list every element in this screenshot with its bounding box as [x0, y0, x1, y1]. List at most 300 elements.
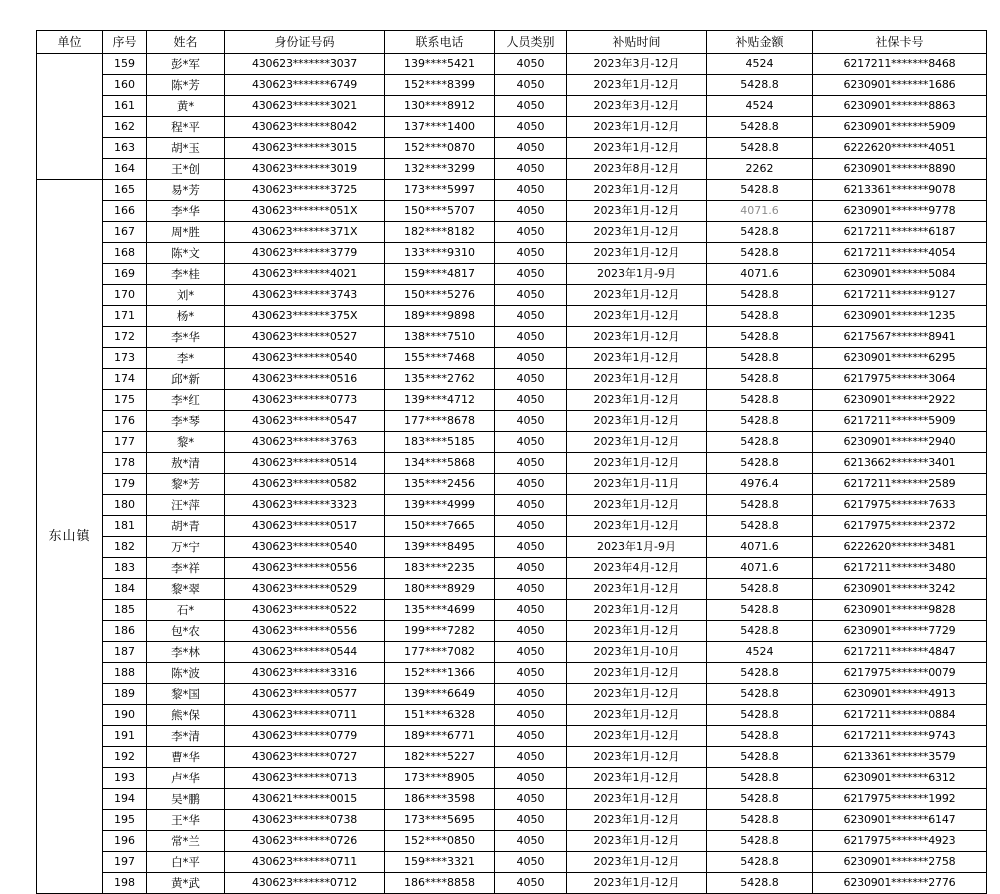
cell-social-card: 6230901*******7729	[813, 621, 987, 642]
cell-subsidy-amount: 5428.8	[707, 873, 813, 894]
cell-seq: 172	[103, 327, 147, 348]
cell-social-card: 6230901*******1686	[813, 75, 987, 96]
cell-phone: 132****3299	[385, 159, 495, 180]
cell-seq: 168	[103, 243, 147, 264]
column-header-unit: 单位	[37, 31, 103, 54]
cell-id-number: 430621*******0015	[225, 789, 385, 810]
cell-subsidy-amount: 5428.8	[707, 789, 813, 810]
cell-id-number: 430623*******0544	[225, 642, 385, 663]
cell-name: 刘*	[147, 285, 225, 306]
cell-social-card: 6230901*******3242	[813, 579, 987, 600]
cell-name: 熊*保	[147, 705, 225, 726]
table-row	[37, 579, 987, 600]
cell-name: 吴*鹏	[147, 789, 225, 810]
cell-person-type: 4050	[495, 474, 567, 495]
column-header-social-card: 社保卡号	[813, 31, 987, 54]
cell-subsidy-period: 2023年1月-12月	[567, 180, 707, 201]
table-row	[37, 663, 987, 684]
cell-name: 包*农	[147, 621, 225, 642]
cell-name: 程*平	[147, 117, 225, 138]
cell-phone: 134****5868	[385, 453, 495, 474]
cell-subsidy-period: 2023年1月-12月	[567, 285, 707, 306]
cell-subsidy-period: 2023年1月-12月	[567, 243, 707, 264]
table-row	[37, 138, 987, 159]
cell-phone: 183****2235	[385, 558, 495, 579]
cell-id-number: 430623*******3743	[225, 285, 385, 306]
cell-phone: 151****6328	[385, 705, 495, 726]
table-row	[37, 285, 987, 306]
cell-person-type: 4050	[495, 75, 567, 96]
table-row	[37, 159, 987, 180]
cell-social-card: 6213662*******3401	[813, 453, 987, 474]
cell-seq: 177	[103, 432, 147, 453]
cell-person-type: 4050	[495, 831, 567, 852]
table-row	[37, 642, 987, 663]
cell-subsidy-amount: 4071.6	[707, 537, 813, 558]
cell-phone: 152****8399	[385, 75, 495, 96]
cell-subsidy-amount: 5428.8	[707, 810, 813, 831]
cell-person-type: 4050	[495, 348, 567, 369]
cell-subsidy-amount: 4071.6	[707, 558, 813, 579]
cell-person-type: 4050	[495, 558, 567, 579]
cell-subsidy-period: 2023年1月-10月	[567, 642, 707, 663]
column-header-subsidy-period: 补贴时间	[567, 31, 707, 54]
cell-name: 白*平	[147, 852, 225, 873]
cell-person-type: 4050	[495, 516, 567, 537]
cell-name: 汪*萍	[147, 495, 225, 516]
cell-phone: 199****7282	[385, 621, 495, 642]
cell-subsidy-amount: 5428.8	[707, 117, 813, 138]
cell-social-card: 6217975*******0079	[813, 663, 987, 684]
cell-seq: 165	[103, 180, 147, 201]
cell-subsidy-period: 2023年1月-12月	[567, 705, 707, 726]
cell-id-number: 430623*******3763	[225, 432, 385, 453]
cell-subsidy-period: 2023年1月-12月	[567, 873, 707, 894]
cell-person-type: 4050	[495, 684, 567, 705]
cell-seq: 161	[103, 96, 147, 117]
cell-phone: 139****5421	[385, 54, 495, 75]
table-row	[37, 54, 987, 75]
cell-id-number: 430623*******0712	[225, 873, 385, 894]
cell-seq: 181	[103, 516, 147, 537]
cell-seq: 191	[103, 726, 147, 747]
cell-subsidy-period: 2023年1月-9月	[567, 537, 707, 558]
cell-seq: 167	[103, 222, 147, 243]
cell-person-type: 4050	[495, 705, 567, 726]
cell-subsidy-period: 2023年1月-12月	[567, 831, 707, 852]
cell-social-card: 6217211*******9127	[813, 285, 987, 306]
cell-id-number: 430623*******3316	[225, 663, 385, 684]
cell-subsidy-period: 2023年1月-12月	[567, 600, 707, 621]
cell-seq: 163	[103, 138, 147, 159]
cell-id-number: 430623*******0711	[225, 705, 385, 726]
cell-subsidy-amount: 5428.8	[707, 852, 813, 873]
cell-phone: 135****2456	[385, 474, 495, 495]
cell-seq: 183	[103, 558, 147, 579]
cell-subsidy-period: 2023年4月-12月	[567, 558, 707, 579]
cell-name: 陈*文	[147, 243, 225, 264]
cell-subsidy-amount: 5428.8	[707, 285, 813, 306]
cell-subsidy-amount: 5428.8	[707, 726, 813, 747]
cell-subsidy-amount: 5428.8	[707, 411, 813, 432]
cell-person-type: 4050	[495, 621, 567, 642]
cell-person-type: 4050	[495, 411, 567, 432]
cell-subsidy-period: 2023年1月-12月	[567, 327, 707, 348]
cell-seq: 180	[103, 495, 147, 516]
cell-phone: 173****5695	[385, 810, 495, 831]
cell-subsidy-amount: 5428.8	[707, 453, 813, 474]
cell-subsidy-period: 2023年1月-12月	[567, 663, 707, 684]
cell-subsidy-period: 2023年8月-12月	[567, 159, 707, 180]
cell-seq: 164	[103, 159, 147, 180]
cell-social-card: 6230901*******1235	[813, 306, 987, 327]
cell-person-type: 4050	[495, 495, 567, 516]
cell-seq: 188	[103, 663, 147, 684]
cell-subsidy-period: 2023年1月-12月	[567, 852, 707, 873]
table-row	[37, 432, 987, 453]
cell-seq: 174	[103, 369, 147, 390]
cell-subsidy-period: 2023年1月-9月	[567, 264, 707, 285]
cell-person-type: 4050	[495, 852, 567, 873]
cell-id-number: 430623*******0522	[225, 600, 385, 621]
cell-subsidy-period: 2023年1月-12月	[567, 75, 707, 96]
column-header-phone: 联系电话	[385, 31, 495, 54]
cell-social-card: 6222620*******3481	[813, 537, 987, 558]
cell-id-number: 430623*******3021	[225, 96, 385, 117]
cell-id-number: 430623*******0529	[225, 579, 385, 600]
cell-seq: 198	[103, 873, 147, 894]
cell-name: 李*琴	[147, 411, 225, 432]
cell-person-type: 4050	[495, 390, 567, 411]
cell-person-type: 4050	[495, 180, 567, 201]
cell-name: 彭*军	[147, 54, 225, 75]
cell-subsidy-period: 2023年1月-12月	[567, 117, 707, 138]
cell-name: 李*	[147, 348, 225, 369]
cell-subsidy-period: 2023年1月-12月	[567, 369, 707, 390]
cell-subsidy-amount: 4071.6	[707, 201, 813, 222]
table-row	[37, 117, 987, 138]
cell-subsidy-amount: 5428.8	[707, 348, 813, 369]
cell-subsidy-period: 2023年1月-12月	[567, 516, 707, 537]
table-row	[37, 852, 987, 873]
column-header-id-number: 身份证号码	[225, 31, 385, 54]
cell-name: 易*芳	[147, 180, 225, 201]
cell-phone: 189****9898	[385, 306, 495, 327]
cell-subsidy-amount: 5428.8	[707, 684, 813, 705]
cell-subsidy-amount: 5428.8	[707, 621, 813, 642]
cell-subsidy-period: 2023年1月-12月	[567, 684, 707, 705]
cell-name: 胡*青	[147, 516, 225, 537]
cell-subsidy-amount: 5428.8	[707, 600, 813, 621]
table-row	[37, 537, 987, 558]
table-row	[37, 495, 987, 516]
cell-subsidy-amount: 4524	[707, 642, 813, 663]
cell-id-number: 430623*******0527	[225, 327, 385, 348]
cell-subsidy-period: 2023年1月-12月	[567, 579, 707, 600]
cell-id-number: 430623*******3019	[225, 159, 385, 180]
cell-subsidy-amount: 5428.8	[707, 747, 813, 768]
cell-unit: 东山镇	[37, 180, 103, 894]
cell-social-card: 6217975*******4923	[813, 831, 987, 852]
cell-person-type: 4050	[495, 810, 567, 831]
cell-seq: 170	[103, 285, 147, 306]
cell-subsidy-period: 2023年1月-12月	[567, 306, 707, 327]
cell-id-number: 430623*******0540	[225, 348, 385, 369]
cell-name: 陈*波	[147, 663, 225, 684]
cell-id-number: 430623*******0556	[225, 558, 385, 579]
cell-seq: 187	[103, 642, 147, 663]
cell-social-card: 6230901*******9828	[813, 600, 987, 621]
cell-social-card: 6217975*******1992	[813, 789, 987, 810]
cell-person-type: 4050	[495, 726, 567, 747]
cell-person-type: 4050	[495, 747, 567, 768]
cell-social-card: 6230901*******8863	[813, 96, 987, 117]
cell-phone: 159****3321	[385, 852, 495, 873]
cell-phone: 183****5185	[385, 432, 495, 453]
cell-social-card: 6217975*******2372	[813, 516, 987, 537]
cell-subsidy-period: 2023年1月-12月	[567, 726, 707, 747]
table-row	[37, 222, 987, 243]
cell-subsidy-period: 2023年1月-12月	[567, 495, 707, 516]
cell-person-type: 4050	[495, 453, 567, 474]
cell-name: 黎*翠	[147, 579, 225, 600]
cell-id-number: 430623*******0738	[225, 810, 385, 831]
table-row	[37, 180, 987, 201]
cell-seq: 192	[103, 747, 147, 768]
table-row	[37, 201, 987, 222]
cell-person-type: 4050	[495, 789, 567, 810]
cell-phone: 152****0850	[385, 831, 495, 852]
cell-person-type: 4050	[495, 642, 567, 663]
cell-social-card: 6217211*******9743	[813, 726, 987, 747]
cell-seq: 195	[103, 810, 147, 831]
cell-name: 石*	[147, 600, 225, 621]
cell-name: 黄*	[147, 96, 225, 117]
cell-social-card: 6230901*******6295	[813, 348, 987, 369]
cell-unit	[37, 54, 103, 180]
cell-subsidy-period: 2023年1月-12月	[567, 222, 707, 243]
cell-name: 李*红	[147, 390, 225, 411]
cell-name: 卢*华	[147, 768, 225, 789]
cell-social-card: 6217211*******0884	[813, 705, 987, 726]
table-row	[37, 600, 987, 621]
cell-id-number: 430623*******0711	[225, 852, 385, 873]
cell-phone: 152****1366	[385, 663, 495, 684]
column-header-person-type: 人员类别	[495, 31, 567, 54]
cell-phone: 177****7082	[385, 642, 495, 663]
cell-name: 黎*芳	[147, 474, 225, 495]
cell-name: 常*兰	[147, 831, 225, 852]
table-body	[37, 54, 987, 894]
table-row	[37, 684, 987, 705]
cell-id-number: 430623*******371X	[225, 222, 385, 243]
cell-subsidy-period: 2023年3月-12月	[567, 54, 707, 75]
cell-seq: 193	[103, 768, 147, 789]
cell-name: 黎*	[147, 432, 225, 453]
cell-id-number: 430623*******6749	[225, 75, 385, 96]
column-header-name: 姓名	[147, 31, 225, 54]
cell-social-card: 6217211*******6187	[813, 222, 987, 243]
table-row	[37, 348, 987, 369]
column-header-subsidy-amount: 补贴金额	[707, 31, 813, 54]
cell-subsidy-amount: 5428.8	[707, 663, 813, 684]
cell-person-type: 4050	[495, 264, 567, 285]
cell-phone: 139****4712	[385, 390, 495, 411]
cell-subsidy-amount: 5428.8	[707, 390, 813, 411]
cell-subsidy-period: 2023年3月-12月	[567, 96, 707, 117]
cell-person-type: 4050	[495, 369, 567, 390]
cell-subsidy-period: 2023年1月-12月	[567, 390, 707, 411]
cell-subsidy-period: 2023年1月-12月	[567, 621, 707, 642]
cell-social-card: 6217975*******3064	[813, 369, 987, 390]
cell-name: 陈*芳	[147, 75, 225, 96]
cell-seq: 162	[103, 117, 147, 138]
cell-id-number: 430623*******3015	[225, 138, 385, 159]
cell-phone: 135****4699	[385, 600, 495, 621]
cell-name: 敖*清	[147, 453, 225, 474]
cell-subsidy-amount: 5428.8	[707, 243, 813, 264]
cell-id-number: 430623*******0540	[225, 537, 385, 558]
cell-social-card: 6217567*******8941	[813, 327, 987, 348]
cell-social-card: 6230901*******6312	[813, 768, 987, 789]
cell-phone: 177****8678	[385, 411, 495, 432]
table-row	[37, 558, 987, 579]
cell-seq: 176	[103, 411, 147, 432]
cell-person-type: 4050	[495, 159, 567, 180]
cell-id-number: 430623*******051X	[225, 201, 385, 222]
cell-phone: 139****6649	[385, 684, 495, 705]
cell-subsidy-amount: 5428.8	[707, 138, 813, 159]
cell-person-type: 4050	[495, 600, 567, 621]
table-row	[37, 516, 987, 537]
cell-subsidy-amount: 5428.8	[707, 75, 813, 96]
cell-name: 曹*华	[147, 747, 225, 768]
cell-phone: 182****8182	[385, 222, 495, 243]
cell-social-card: 6230901*******2758	[813, 852, 987, 873]
cell-subsidy-amount: 5428.8	[707, 705, 813, 726]
cell-name: 李*桂	[147, 264, 225, 285]
cell-subsidy-period: 2023年1月-12月	[567, 138, 707, 159]
table-row	[37, 810, 987, 831]
cell-subsidy-amount: 5428.8	[707, 768, 813, 789]
cell-phone: 182****5227	[385, 747, 495, 768]
cell-subsidy-period: 2023年1月-12月	[567, 768, 707, 789]
cell-seq: 173	[103, 348, 147, 369]
table-header-row	[37, 31, 987, 54]
cell-social-card: 6230901*******4913	[813, 684, 987, 705]
cell-social-card: 6217211*******4847	[813, 642, 987, 663]
cell-seq: 194	[103, 789, 147, 810]
cell-subsidy-amount: 5428.8	[707, 495, 813, 516]
cell-seq: 175	[103, 390, 147, 411]
cell-name: 黄*武	[147, 873, 225, 894]
table-row	[37, 96, 987, 117]
cell-id-number: 430623*******0517	[225, 516, 385, 537]
cell-person-type: 4050	[495, 768, 567, 789]
cell-phone: 186****3598	[385, 789, 495, 810]
cell-phone: 135****2762	[385, 369, 495, 390]
cell-subsidy-amount: 5428.8	[707, 516, 813, 537]
cell-person-type: 4050	[495, 537, 567, 558]
cell-phone: 189****6771	[385, 726, 495, 747]
cell-phone: 130****8912	[385, 96, 495, 117]
cell-id-number: 430623*******0773	[225, 390, 385, 411]
cell-subsidy-period: 2023年1月-12月	[567, 411, 707, 432]
cell-social-card: 6217211*******2589	[813, 474, 987, 495]
table-row	[37, 621, 987, 642]
cell-person-type: 4050	[495, 117, 567, 138]
cell-social-card: 6230901*******9778	[813, 201, 987, 222]
cell-social-card: 6213361*******3579	[813, 747, 987, 768]
cell-name: 周*胜	[147, 222, 225, 243]
table-row	[37, 243, 987, 264]
cell-id-number: 430623*******0727	[225, 747, 385, 768]
cell-social-card: 6217975*******7633	[813, 495, 987, 516]
cell-id-number: 430623*******4021	[225, 264, 385, 285]
cell-name: 万*宁	[147, 537, 225, 558]
cell-id-number: 430623*******375X	[225, 306, 385, 327]
cell-id-number: 430623*******3323	[225, 495, 385, 516]
cell-seq: 171	[103, 306, 147, 327]
cell-phone: 150****5276	[385, 285, 495, 306]
table-row	[37, 789, 987, 810]
cell-social-card: 6213361*******9078	[813, 180, 987, 201]
cell-social-card: 6230901*******6147	[813, 810, 987, 831]
cell-subsidy-amount: 4524	[707, 54, 813, 75]
cell-seq: 179	[103, 474, 147, 495]
cell-subsidy-period: 2023年1月-12月	[567, 810, 707, 831]
cell-social-card: 6217211*******8468	[813, 54, 987, 75]
cell-seq: 197	[103, 852, 147, 873]
cell-subsidy-amount: 4976.4	[707, 474, 813, 495]
cell-subsidy-amount: 5428.8	[707, 831, 813, 852]
table-row	[37, 369, 987, 390]
cell-seq: 185	[103, 600, 147, 621]
cell-name: 邱*新	[147, 369, 225, 390]
cell-subsidy-period: 2023年1月-12月	[567, 348, 707, 369]
cell-person-type: 4050	[495, 222, 567, 243]
subsidy-table	[36, 30, 987, 894]
cell-subsidy-amount: 5428.8	[707, 306, 813, 327]
cell-phone: 173****5997	[385, 180, 495, 201]
cell-id-number: 430623*******0514	[225, 453, 385, 474]
cell-social-card: 6222620*******4051	[813, 138, 987, 159]
cell-person-type: 4050	[495, 432, 567, 453]
cell-phone: 139****8495	[385, 537, 495, 558]
cell-id-number: 430623*******3037	[225, 54, 385, 75]
table-row	[37, 747, 987, 768]
cell-seq: 182	[103, 537, 147, 558]
cell-name: 李*华	[147, 327, 225, 348]
cell-person-type: 4050	[495, 243, 567, 264]
cell-seq: 190	[103, 705, 147, 726]
cell-subsidy-period: 2023年1月-12月	[567, 747, 707, 768]
table-header	[37, 31, 987, 54]
cell-social-card: 6217211*******3480	[813, 558, 987, 579]
table-row	[37, 306, 987, 327]
cell-id-number: 430623*******3725	[225, 180, 385, 201]
cell-seq: 196	[103, 831, 147, 852]
cell-seq: 166	[103, 201, 147, 222]
cell-subsidy-amount: 5428.8	[707, 222, 813, 243]
cell-name: 李*华	[147, 201, 225, 222]
table-row	[37, 390, 987, 411]
cell-person-type: 4050	[495, 873, 567, 894]
cell-subsidy-amount: 2262	[707, 159, 813, 180]
cell-phone: 180****8929	[385, 579, 495, 600]
cell-id-number: 430623*******0516	[225, 369, 385, 390]
cell-subsidy-period: 2023年1月-11月	[567, 474, 707, 495]
